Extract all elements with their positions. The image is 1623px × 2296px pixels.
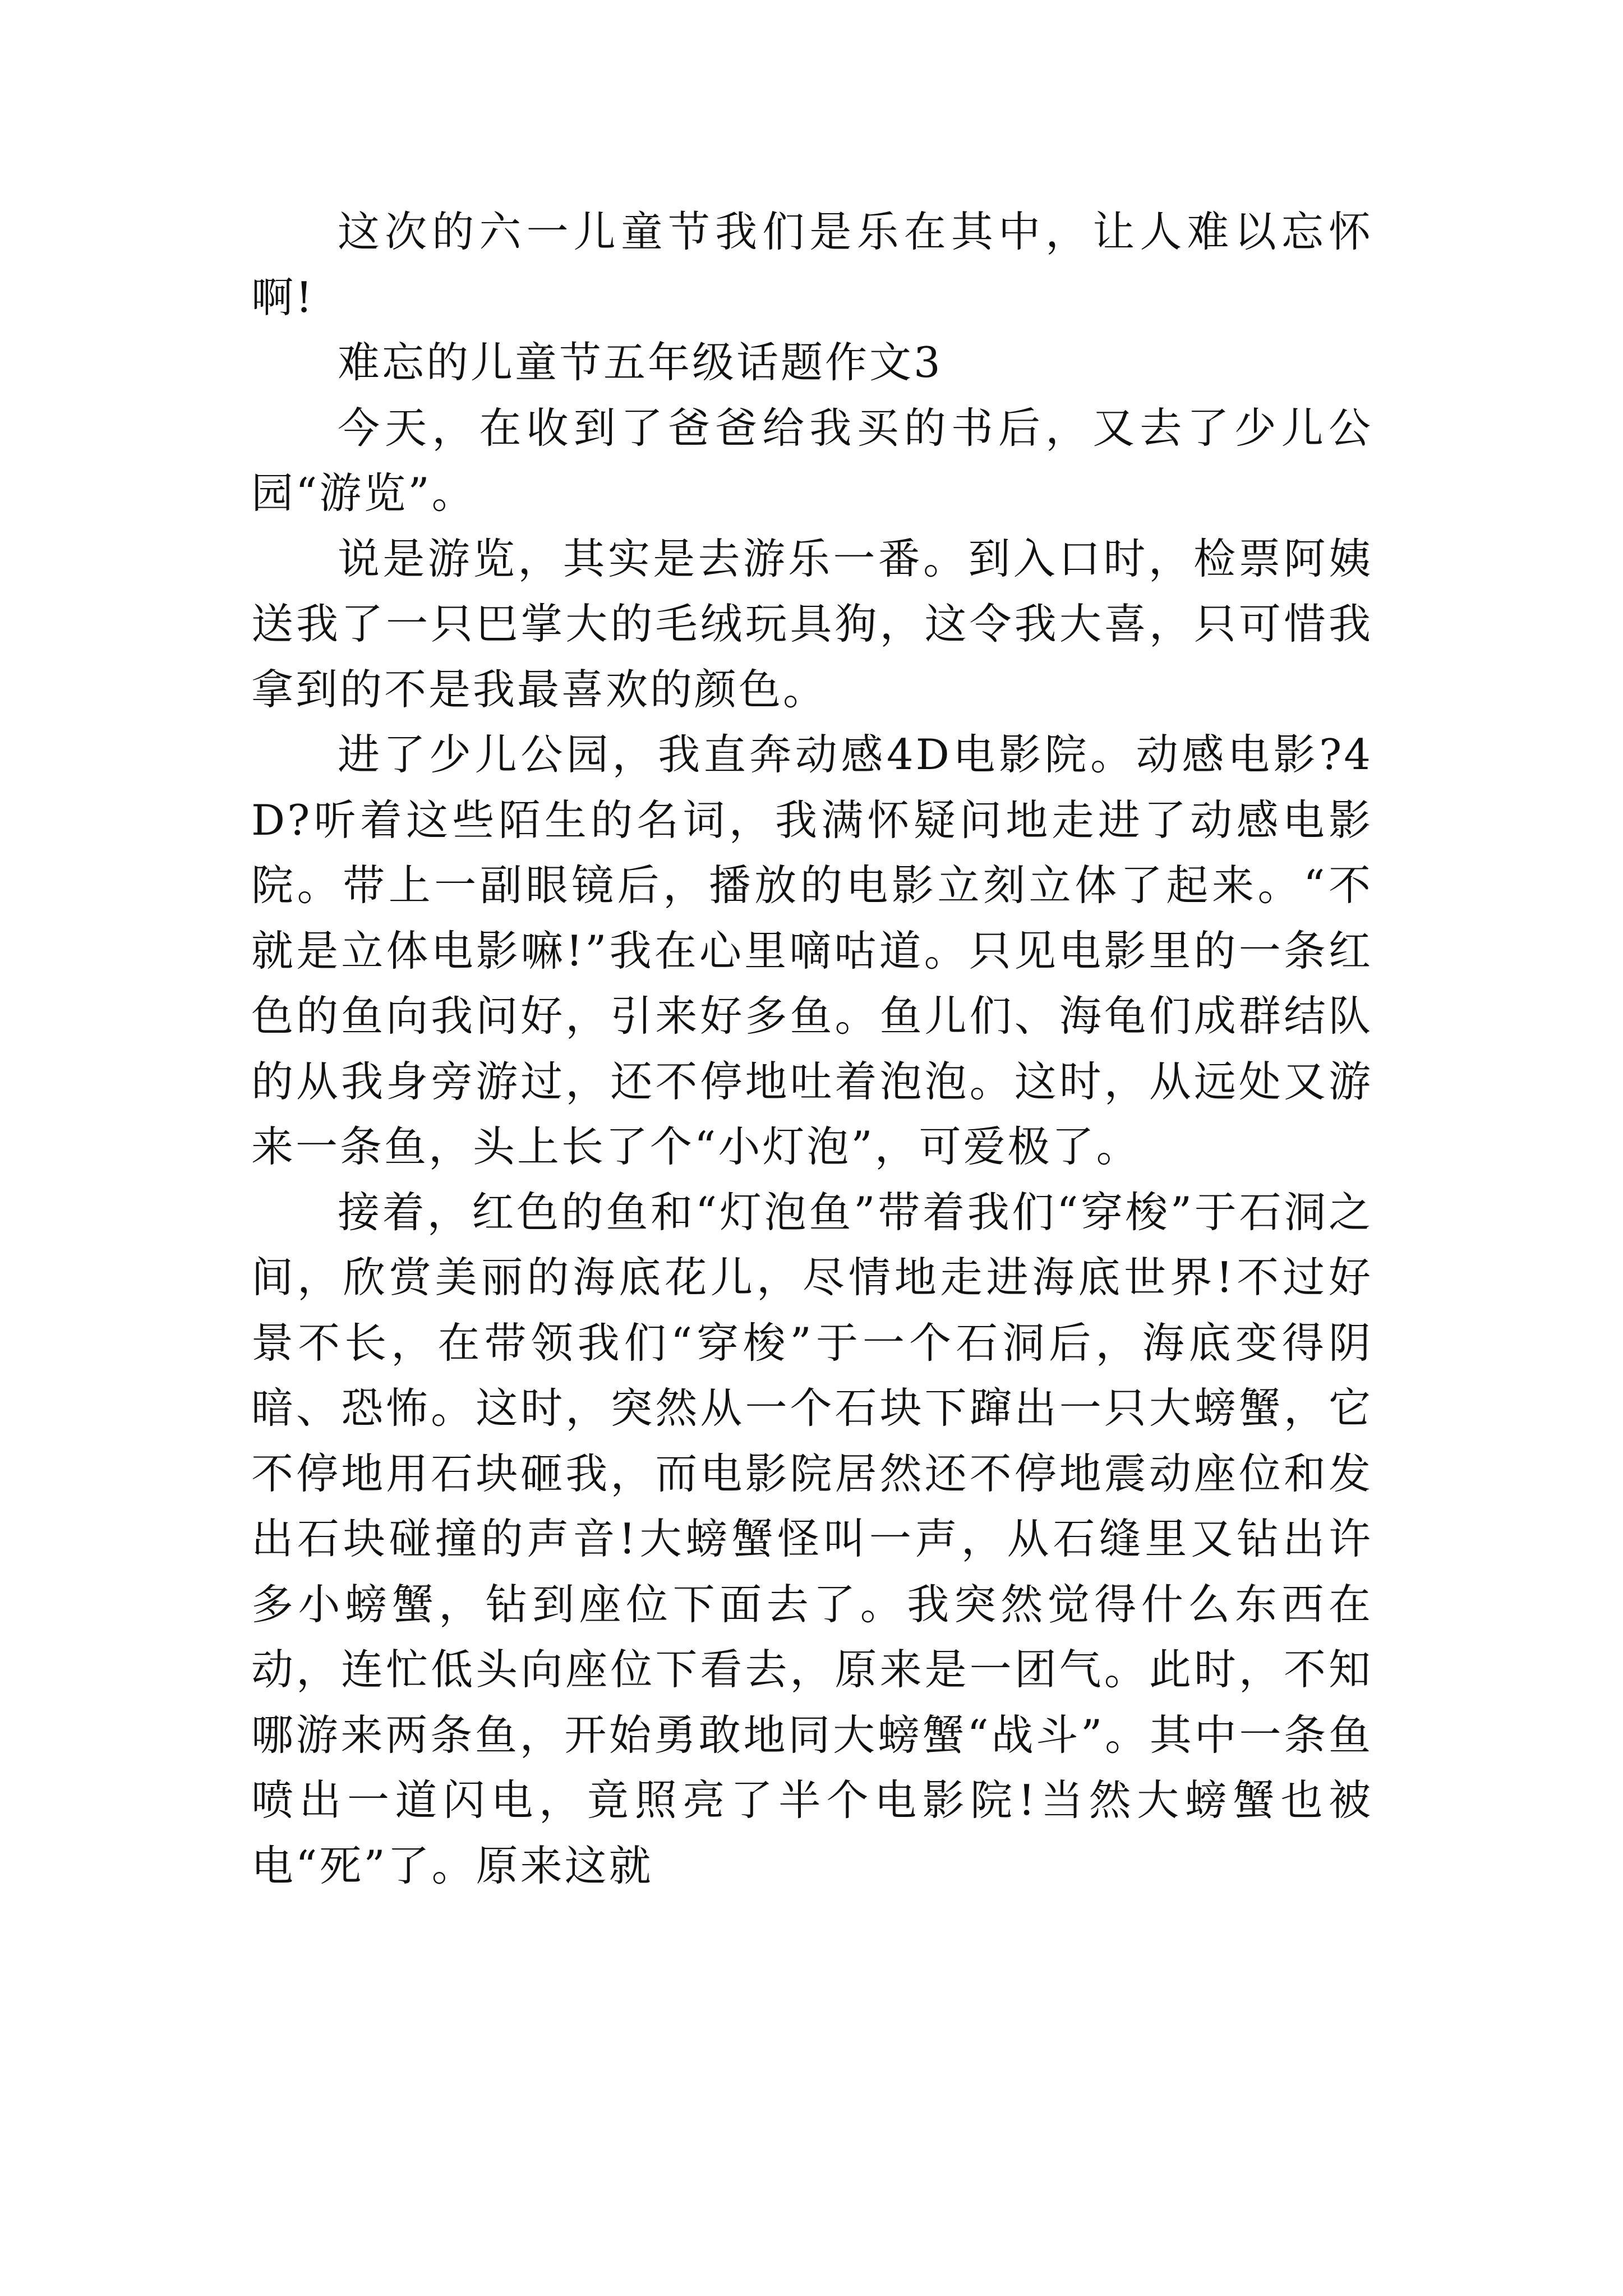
paragraph-cinema: 进了少儿公园，我直奔动感4D电影院。动感电影?4D?听着这些陌生的名词，我满怀疑问地走进了动感电影院。带上一副眼镜后，播放的电影立刻立体了起来。“不就是立体电影嘛!”我在心里嘀咕道。只见电影里的一条红色的鱼向我问好，引来好多鱼。鱼儿们、海龟们成群结队的从我身旁游过，还不停地吐着泡泡。这时，从远处又游来一条鱼，头上长了个“小灯泡”，可爱极了。 [251,730,1373,1171]
paragraph-closing-line: 这次的六一儿童节我们是乐在其中，让人难以忘怀啊! [251,207,1373,322]
paragraph-undersea: 接着，红色的鱼和“灯泡鱼”带着我们“穿梭”于石洞之间，欣赏美丽的海底花儿，尽情地走进海底世界!不过好景不长，在带领我们“穿梭”于一个石洞后，海底变得阴暗、恐怖。这时，突然从一个石块下蹿出一只大螃蟹，它不停地用石块砸我，而电影院居然还不停地震动座位和发出石块碰撞的声音!大螃蟹怪叫一声，从石缝里又钻出许多小螃蟹，钻到座位下面去了。我突然觉得什么东西在动，连忙低头向座位下看去，原来是一团气。此时，不知哪游来两条鱼，开始勇敢地同大螃蟹“战斗”。其中一条鱼喷出一道闪电，竟照亮了半个电影院!当然大螃蟹也被电“死”了。原来这就 [251,1187,1373,1890]
article-body [251,199,1373,1898]
paragraph-entrance: 说是游览，其实是去游乐一番。到入口时，检票阿姨送我了一只巴掌大的毛绒玩具狗，这令我大喜，只可惜我拿到的不是我最喜欢的颜色。 [251,533,1373,714]
paragraph-intro: 今天，在收到了爸爸给我买的书后，又去了少儿公园“游览”。 [251,403,1373,518]
article-title: 难忘的儿童节五年级话题作文3 [338,338,943,387]
